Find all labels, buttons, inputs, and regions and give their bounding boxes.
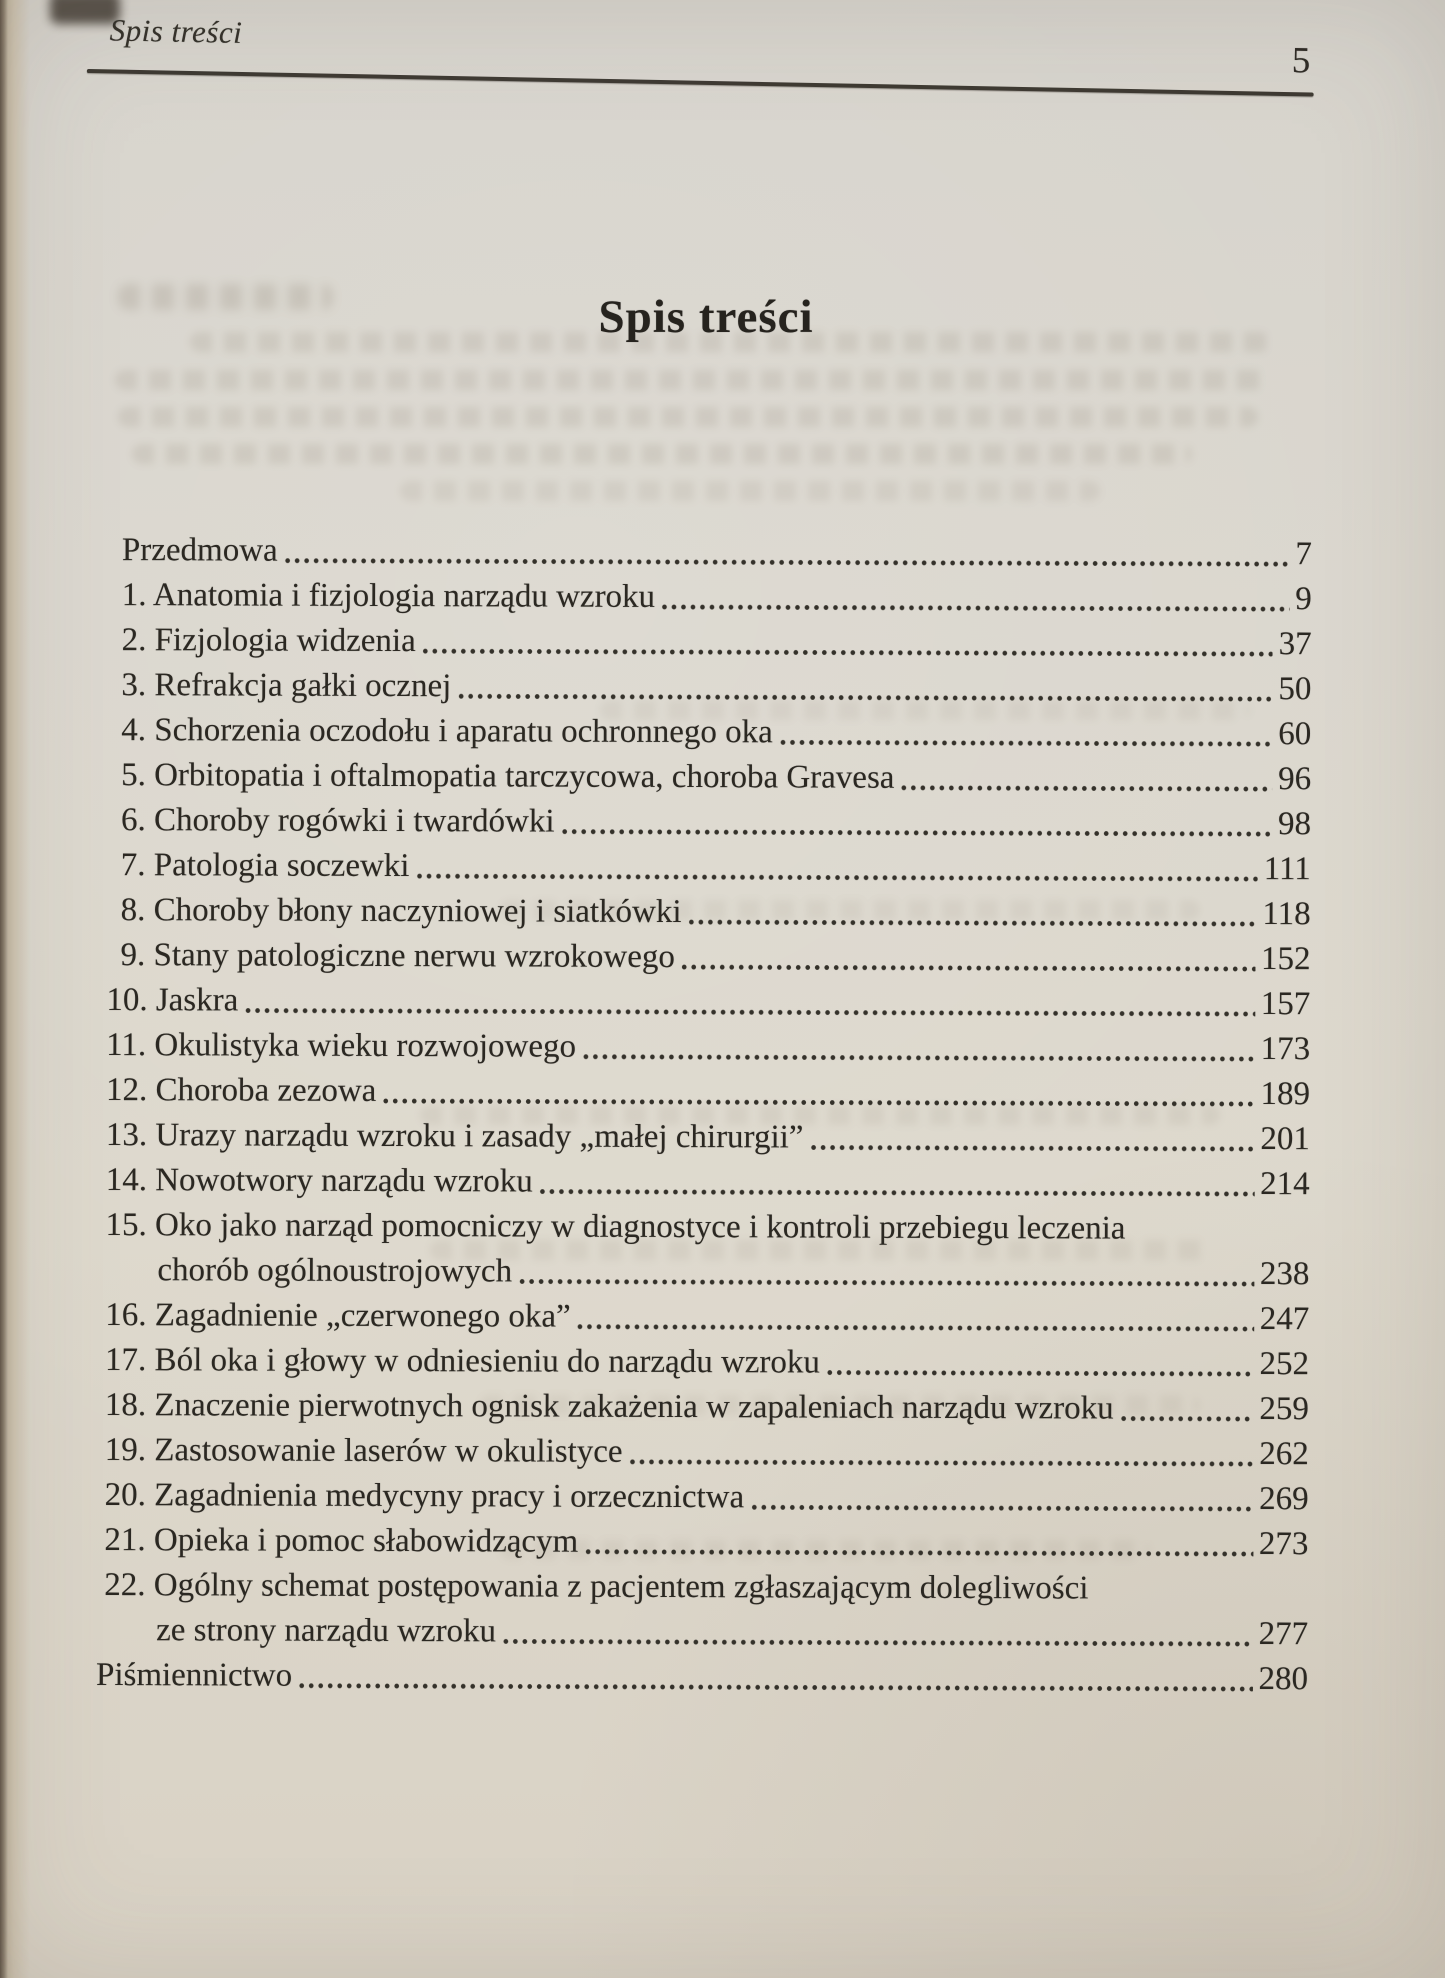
toc-entry-label: 5. Orbitopatia i oftalmopatia tarczycowa, choroba Gravesa: [121, 757, 895, 796]
toc-page-number: 111: [1263, 851, 1311, 888]
toc-entry-label: 2. Fizjologia widzenia: [121, 622, 416, 660]
dot-leader: [581, 1025, 1255, 1072]
page-number: 5: [1291, 40, 1311, 82]
dot-leader: [517, 1249, 1254, 1297]
toc-row: [97, 1248, 1309, 1297]
toc-row: [96, 1518, 1308, 1567]
dot-leader: [559, 800, 1272, 847]
dot-leader: [243, 979, 1255, 1028]
toc-row: [100, 528, 1312, 577]
toc-entry-label: 16. Zagadnienie „czerwonego oka”: [105, 1297, 571, 1335]
dot-leader: [283, 529, 1290, 578]
toc-entry-label: 19. Zastosowanie laserów w okulistyce: [104, 1432, 623, 1470]
toc-row: [96, 1653, 1308, 1702]
toc-page-number: 189: [1260, 1076, 1311, 1113]
toc-entry-label: 4. Schorzenia oczodołu i aparatu ochronnego oka: [121, 712, 773, 751]
toc-row: [99, 753, 1311, 802]
toc-row: [98, 1068, 1310, 1117]
toc-entry-label: 6. Choroby rogówki i twardówki: [120, 802, 555, 840]
toc-entry-label: 15. Oko jako narząd pomocniczy w diagnostyce i kontroli przebiegu leczenia: [105, 1207, 1126, 1247]
toc-entry-label: 17. Ból oka i głowy w odniesieniu do narządu wzroku: [105, 1342, 821, 1381]
page-header: [86, 12, 1314, 116]
dot-leader: [825, 1341, 1254, 1387]
toc-row: [98, 1113, 1310, 1162]
toc-entry-label: 3. Refrakcja gałki ocznej: [121, 667, 452, 705]
toc-row: [99, 843, 1311, 892]
dot-leader: [501, 1609, 1253, 1657]
dot-leader: [421, 619, 1273, 667]
toc-entry-label: 21. Opieka i pomoc słabowidzącym: [104, 1522, 579, 1560]
toc-page-number: 118: [1262, 896, 1311, 933]
toc-row: [97, 1473, 1309, 1522]
toc-entry-label: Piśmiennictwo: [95, 1656, 293, 1694]
toc-row: [100, 573, 1312, 622]
toc-row: [99, 798, 1311, 847]
dot-leader: [808, 1115, 1254, 1162]
toc-row: [99, 888, 1311, 937]
dot-leader: [680, 935, 1255, 982]
toc-page-number: 259: [1259, 1391, 1309, 1428]
toc-page-number: 157: [1260, 986, 1311, 1023]
dot-leader: [297, 1654, 1252, 1702]
toc-page-number: 98: [1277, 806, 1312, 843]
toc-entry-label: 13. Urazy narządu wzroku i zasady „małej chirurgii”: [105, 1117, 804, 1156]
toc-entry-label: 8. Choroby błony naczyniowej i siatkówki: [120, 892, 682, 931]
toc-row: [96, 1563, 1308, 1612]
toc-page-number: 252: [1259, 1346, 1310, 1383]
ghost-line: [115, 370, 1265, 390]
running-header-title: Spis treści: [109, 12, 243, 50]
toc-row: [98, 1023, 1310, 1072]
toc-entry-label: 20. Zagadnienia medycyny pracy i orzecznictwa: [104, 1477, 745, 1516]
toc-page-number: 173: [1260, 1031, 1311, 1068]
toc-entry-label: 9. Stany patologiczne nerwu wzrokowego: [120, 937, 676, 976]
dot-leader: [749, 1475, 1253, 1522]
dot-leader: [414, 844, 1257, 892]
toc-row: [99, 663, 1311, 712]
ghost-line: [400, 481, 1100, 501]
toc-page-number: 9: [1295, 581, 1312, 618]
toc-page-number: 262: [1259, 1436, 1309, 1473]
toc-row: [98, 978, 1310, 1027]
dot-leader: [687, 890, 1257, 937]
dot-leader: [899, 756, 1272, 802]
toc-entry-label: Przedmowa: [121, 532, 278, 569]
toc-entry-label: chorób ogólnoustrojowych: [157, 1252, 513, 1290]
ghost-line: [118, 407, 1258, 427]
dot-leader: [583, 1520, 1253, 1567]
toc-page-number: 7: [1295, 536, 1312, 573]
toc-page-number: 280: [1258, 1661, 1309, 1698]
toc-page-number: 277: [1258, 1616, 1309, 1653]
toc-entry-label: 18. Znaczenie pierwotnych ognisk zakażenia w zapaleniach narządu wzroku: [104, 1387, 1114, 1427]
toc-entry-label: 14. Nowotwory narządu wzroku: [105, 1162, 533, 1200]
toc-page-number: 60: [1278, 716, 1312, 753]
toc-page-number: 247: [1259, 1301, 1310, 1338]
toc-entry-label: 11. Okulistyka wieku rozwojowego: [106, 1027, 577, 1065]
dot-leader: [456, 664, 1272, 712]
toc-page-number: 37: [1278, 626, 1312, 663]
ghost-line: [132, 444, 1192, 464]
toc-page-number: 238: [1259, 1256, 1310, 1293]
dot-leader: [381, 1069, 1254, 1117]
toc-row: [97, 1383, 1309, 1432]
dot-leader: [576, 1295, 1254, 1342]
toc-entry-label: 10. Jaskra: [106, 982, 239, 1019]
toc-page-number: 201: [1260, 1121, 1310, 1158]
toc-entry-label: 22. Ogólny schemat postępowania z pacjentem zgłaszającym dolegliwości: [104, 1567, 1089, 1607]
toc-page-number: 269: [1259, 1481, 1309, 1518]
toc-page-number: 152: [1260, 941, 1311, 978]
toc-page-number: 214: [1260, 1166, 1310, 1203]
dot-leader: [538, 1160, 1255, 1208]
toc-row: [99, 708, 1311, 757]
toc-page-number: 273: [1258, 1526, 1309, 1563]
page-title: Spis treści: [598, 291, 814, 343]
toc-row: [97, 1293, 1309, 1342]
toc-entry-label: 7. Patologia soczewki: [120, 847, 410, 885]
dot-leader: [660, 575, 1289, 622]
toc-page-number: 50: [1278, 671, 1312, 708]
toc-entry-label: 12. Choroba zezowa: [105, 1072, 377, 1109]
toc-row: [97, 1428, 1309, 1477]
toc-row: [96, 1608, 1308, 1657]
toc-row: [97, 1338, 1309, 1387]
toc-entry-label: 1. Anatomia i fizjologia narządu wzroku: [121, 577, 656, 615]
toc-row: [100, 618, 1312, 667]
toc-page-number: 96: [1278, 761, 1312, 798]
dot-leader: [628, 1430, 1254, 1477]
toc-row: [97, 1203, 1309, 1252]
toc-row: [98, 1158, 1310, 1207]
dot-leader: [1119, 1387, 1254, 1432]
header-rule: [87, 69, 1314, 97]
toc-row: [98, 933, 1310, 982]
toc-entry-label: ze strony narządu wzroku: [156, 1612, 497, 1650]
toc-list: [96, 528, 1312, 1702]
dot-leader: [778, 710, 1273, 757]
